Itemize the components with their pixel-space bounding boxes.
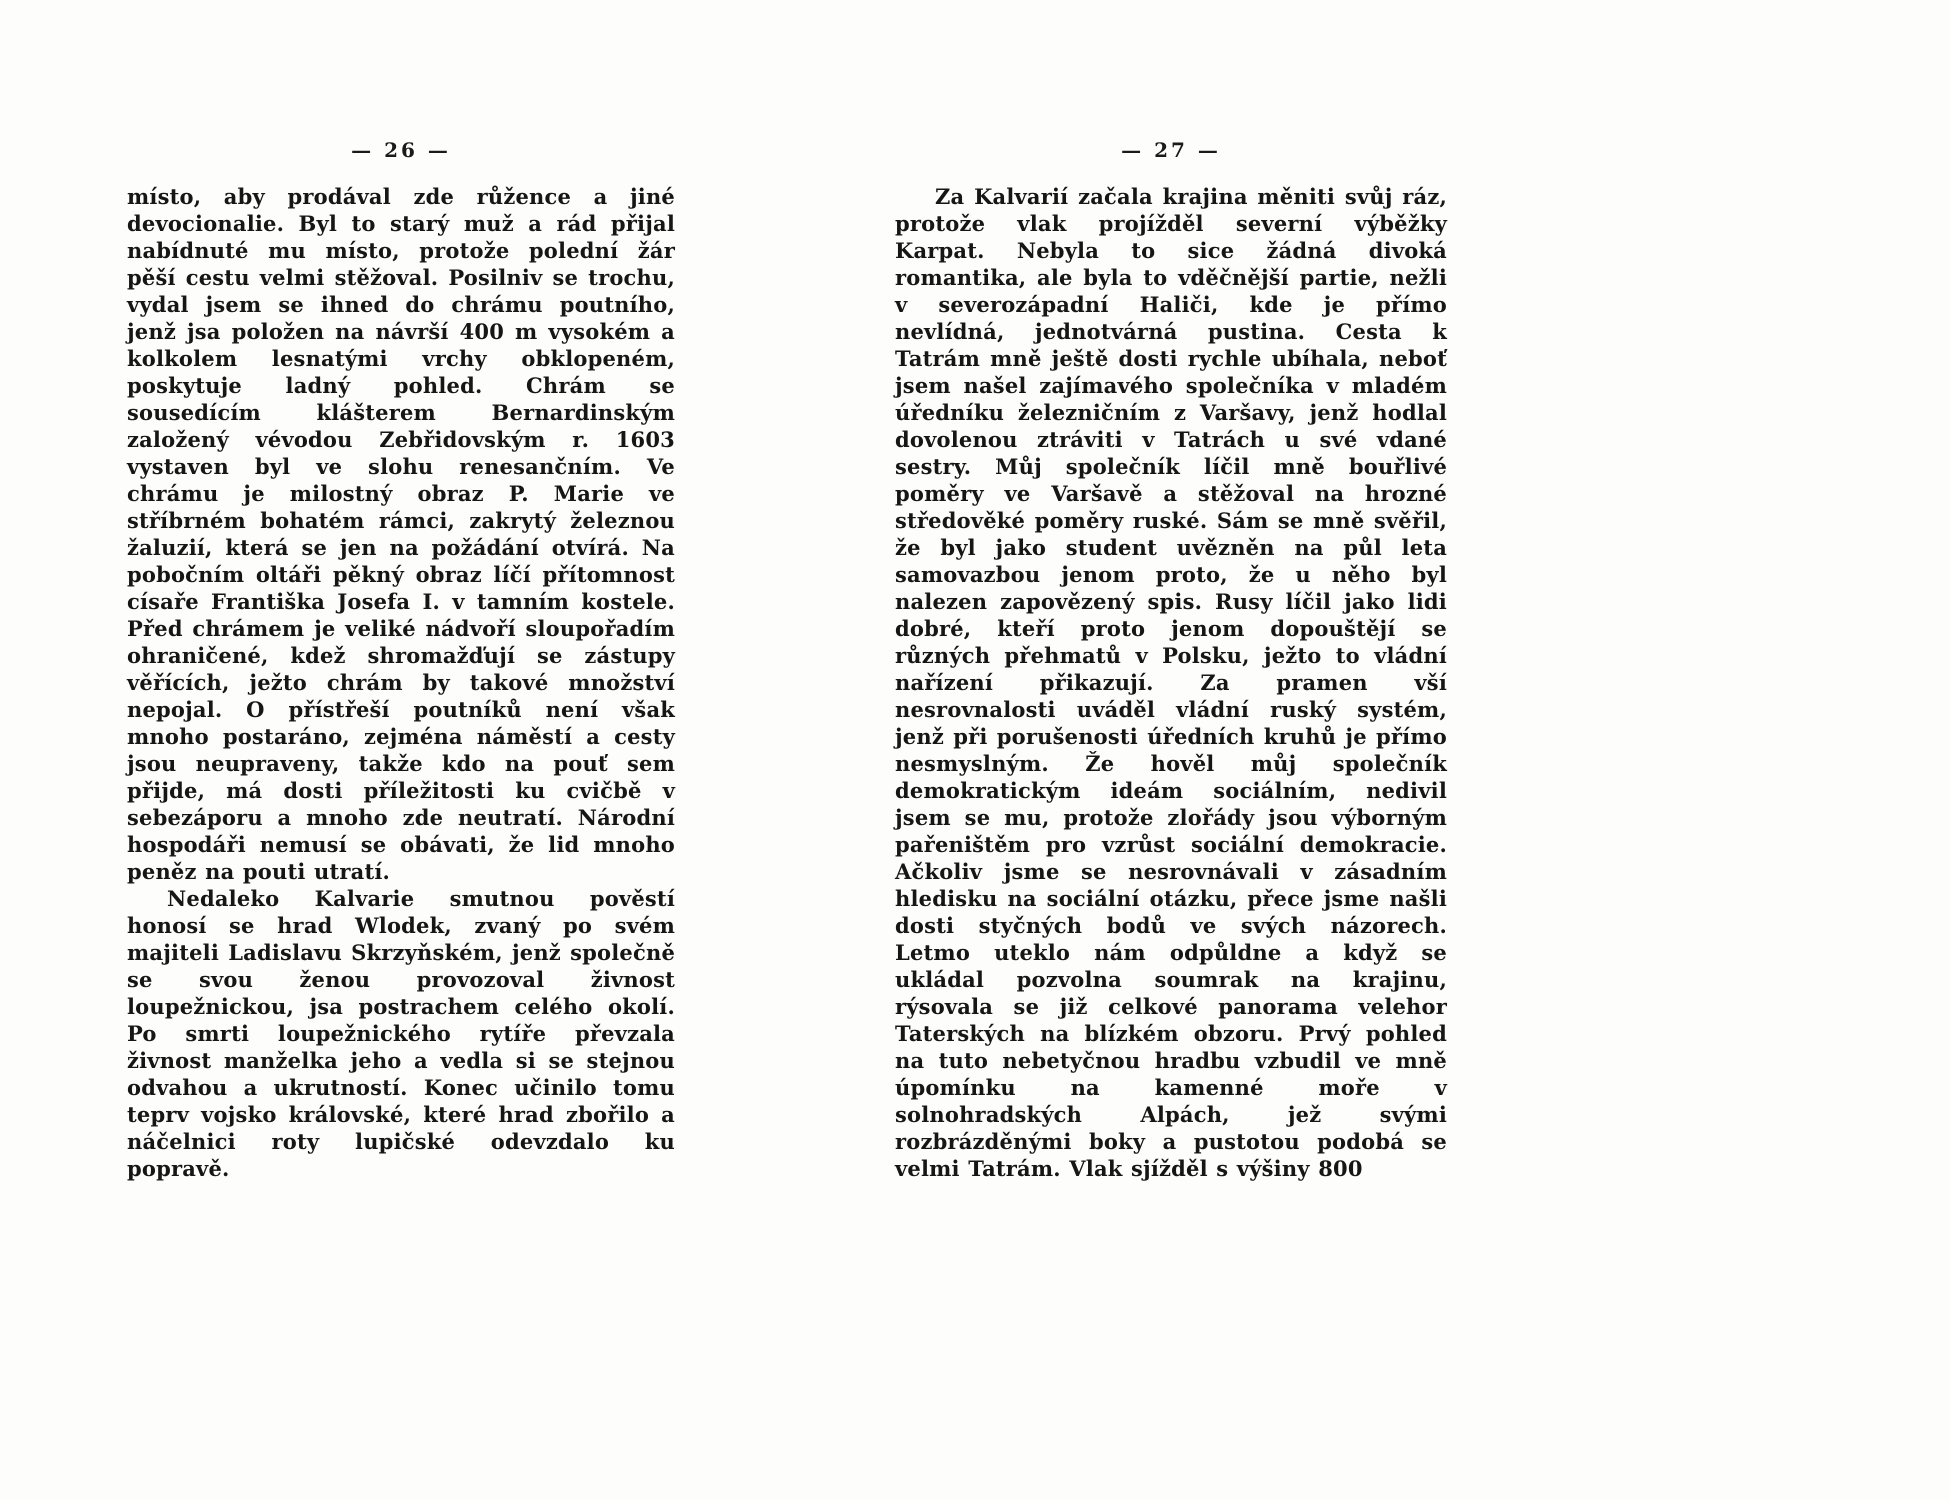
page-27 [895,0,1950,1500]
page-number-26: — 26 — [351,138,451,162]
page-number-27: — 27 — [1121,138,1221,162]
page-27-text-block [895,183,1447,1182]
paragraph: místo, aby prodával zde růžence a jiné devocionalie. Byl to starý muž a rád přijal nabídnuté mu místo, protože polední žár pěší cestu velmi stěžoval. Posilniv se trochu, vydal jsem se ihned do chrámu poutního, jenž jsa položen na návrší 400 m vysokém a kolkolem lesnatými vrchy obklopeném, poskytuje ladný pohled. Chrám se sousedícím klášterem Bernardinským založený vévodou Zebřidovským r. 1603 vystaven byl ve slohu renesančním. Ve chrámu je milostný obraz P. Marie ve stříbrném bohatém rámci, zakrytý železnou žaluzií, která se jen na požádání otvírá. Na pobočním oltáři pěkný obraz líčí přítomnost císaře Františka Josefa I. v tamním kostele. Před chrámem je veliké nádvoří sloupořadím ohraničené, kdež shromažďují se zástupy věřících, ježto chrám by takové množství nepojal. O přístřeší poutníků není však mnoho postaráno, zejména náměstí a cesty jsou neupraveny, takže kdo na pouť sem přijde, má dosti příležitosti ku cvičbě v sebezáporu a mnoho zde neutratí. Národní hospodáři nemusí se obávati, že lid mnoho peněz na pouti utratí. [127,184,675,884]
paragraph: Nedaleko Kalvarie smutnou pověstí honosí se hrad Wlodek, zvaný po svém majiteli Ladislavu Skrzyňském, jenž společně se svou ženou provozoval živnost loupežnickou, jsa postrachem celého okolí. Po smrti loupežnického rytíře převzala živnost manželka jeho a vedla si se stejnou odvahou a ukrutností. Konec učinilo tomu teprv vojsko královské, které hrad zbořilo a náčelnici roty lupičské odevzdalo ku popravě. [127,886,675,1181]
page-26-text-block [127,183,675,1182]
paragraph: Za Kalvarií začala krajina měniti svůj ráz, protože vlak projížděl severní výběžky Karpat. Nebyla to sice žádná divoká romantika, ale byla to vděčnější partie, nežli v severozápadní Haliči, kde je přímo nevlídná, jednotvárná pustina. Cesta k Tatrám mně ještě dosti rychle ubíhala, neboť jsem našel zajímavého společníka v mladém úředníku železničním z Varšavy, jenž hodlal dovolenou ztráviti v Tatrách u své vdané sestry. Můj společník líčil mně bouřlivé poměry ve Varšavě a stěžoval na hrozné středověké poměry ruské. Sám se mně svěřil, že byl jako student uvězněn na půl leta samovazbou jenom proto, že u něho byl nalezen zapovězený spis. Rusy líčil jako lidi dobré, kteří proto jenom dopouštějí se různých přehmatů v Polsku, ježto to vládní nařízení přikazují. Za pramen vší nesrovnalosti uváděl vládní ruský systém, jenž při porušenosti úředních kruhů je přímo nesmyslným. Že hověl můj společník demokratickým ideám sociálním, nedivil jsem se mu, protože zlořády jsou výborným pařeništěm pro vzrůst sociální demokracie. Ačkoliv jsme se nesrovnávali v zásadním hledisku na sociální otázku, přece jsme našli dosti styčných bodů ve svých názorech. Letmo uteklo nám odpůldne a když se ukládal pozvolna soumrak na krajinu, rýsovala se již celkové panorama velehor Taterských na blízkém obzoru. Prvý pohled na tuto nebetyčnou hradbu vzbudil ve mně úpomínku na kamenné moře v solnohradských Alpách, jež svými rozbrázděnými boky a pustotou podobá se velmi Tatrám. Vlak sjížděl s výšiny 800 [895,184,1447,1181]
